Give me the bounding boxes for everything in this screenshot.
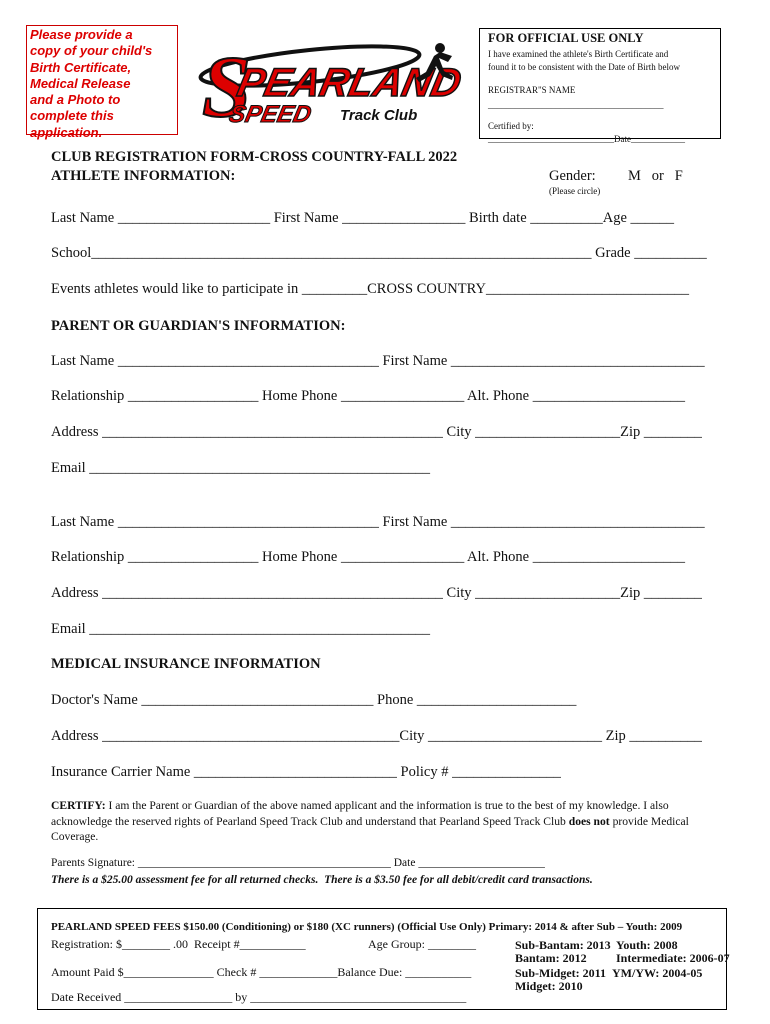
official-title: FOR OFFICIAL USE ONLY xyxy=(488,31,644,45)
parent1-name-row[interactable]: Last Name ____________________________________ First Name ___________________________________ xyxy=(51,353,705,369)
certify-text: I am the Parent or Guardian of the above named applicant and the information is true to the best of my knowledge. I also acknowledge the reserved rights of Pearland Speed Track Club and understand that Pearland Speed Track Club xyxy=(51,799,669,828)
certify-bold: does not xyxy=(568,814,610,828)
doctor-row[interactable]: Doctor's Name ________________________________ Phone ______________________ xyxy=(51,692,577,708)
form-title: CLUB REGISTRATION FORM-CROSS COUNTRY-FALL 2022 xyxy=(51,149,458,165)
medical-address-row[interactable]: Address _________________________________________City ________________________ Zip __________ xyxy=(51,728,702,744)
age-group-sub-midget: Sub-Midget: 2011 xyxy=(515,966,607,980)
note-line: Birth Certificate, xyxy=(30,59,132,75)
note-line: copy of your child's xyxy=(30,43,153,59)
events-row[interactable]: Events athletes would like to participate in _________CROSS COUNTRY____________________________ xyxy=(51,281,689,297)
medical-header: MEDICAL INSURANCE INFORMATION xyxy=(51,656,321,672)
parent1-relationship-row[interactable]: Relationship __________________ Home Phone _________________ Alt. Phone _____________________ xyxy=(51,388,685,404)
note-line: Please provide a xyxy=(30,27,133,42)
official-use-box xyxy=(479,28,721,144)
certify-tail: provide Medical Coverage. xyxy=(51,814,689,843)
registrar-label: REGISTRAR"S NAME xyxy=(488,85,576,95)
certify-statement xyxy=(51,798,721,845)
parent2-name-row[interactable]: Last Name ____________________________________ First Name ___________________________________ xyxy=(51,514,705,530)
official-text-2: found it to be consistent with the Date of Birth below xyxy=(488,61,680,72)
document-instruction-note xyxy=(26,25,178,140)
signature-row[interactable]: Parents Signature: ____________________________________________ Date ______________________ xyxy=(51,857,545,869)
athlete-header: ATHLETE INFORMATION: xyxy=(51,168,236,184)
parent1-email-row[interactable]: Email _______________________________________________ xyxy=(51,460,431,476)
club-logo xyxy=(190,28,470,148)
gender-hint: (Please circle) xyxy=(549,186,601,196)
certified-line[interactable]: ____________________________Date____________ xyxy=(488,133,685,144)
age-group-ym-yw: YM/YW: 2004-05 xyxy=(612,966,703,980)
note-line: Medical Release xyxy=(30,75,131,91)
logo-text-pearland: PEARLAND xyxy=(233,59,466,105)
certified-label: Certified by: xyxy=(488,121,534,131)
school-row[interactable]: School_____________________________________________________________________ Grade __________ xyxy=(51,245,707,261)
certify-label: CERTIFY: xyxy=(51,799,106,812)
note-line: and a Photo to xyxy=(30,92,121,108)
fees-box xyxy=(37,908,730,1010)
note-line: complete this xyxy=(30,108,114,124)
age-group-intermediate: Intermediate: 2006-07 xyxy=(616,951,730,965)
amount-paid-row[interactable]: Amount Paid $_______________ Check # _____________Balance Due: ___________ xyxy=(51,965,472,979)
age-group-midget: Midget: 2010 xyxy=(515,979,583,993)
registration-row[interactable]: Registration: $________ .00 Receipt #___________ xyxy=(51,937,306,951)
logo-text-speed: SPEED xyxy=(226,101,314,128)
gender-options[interactable]: M or F xyxy=(628,168,683,184)
date-received-row[interactable]: Date Received __________________ by ____________________________________ xyxy=(51,990,467,1004)
age-group-row[interactable]: Age Group: ________ xyxy=(368,937,476,951)
official-text-1: I have examined the athlete's Birth Certificate and xyxy=(488,49,669,59)
gender-label: Gender: xyxy=(549,168,596,184)
parent-header: PARENT OR GUARDIAN'S INFORMATION: xyxy=(51,318,346,334)
fee-note: There is a $25.00 assessment fee for all returned checks. There is a $3.50 fee for all debit/credit card transactions. xyxy=(51,874,593,886)
age-group-sub-bantam: Sub-Bantam: 2013 xyxy=(515,938,611,952)
note-line: application. xyxy=(30,124,103,140)
registrar-line[interactable]: _______________________________________ xyxy=(488,99,664,110)
athlete-name-row[interactable]: Last Name _____________________ First Name _________________ Birth date __________Age ______ xyxy=(51,210,675,226)
parent2-email-row[interactable]: Email _______________________________________________ xyxy=(51,621,431,637)
age-group-youth: Youth: 2008 xyxy=(616,938,678,952)
fees-header: PEARLAND SPEED FEES $150.00 (Conditioning) or $180 (XC runners) (Official Use Only) Primary: 2014 & after Sub – Youth: 2009 xyxy=(51,921,683,933)
svg-text:S: S xyxy=(202,39,251,136)
logo-text-track-club: Track Club xyxy=(340,107,418,124)
parent2-relationship-row[interactable]: Relationship __________________ Home Phone _________________ Alt. Phone _____________________ xyxy=(51,549,685,565)
insurance-row[interactable]: Insurance Carrier Name ____________________________ Policy # _______________ xyxy=(51,764,561,780)
parent1-address-row[interactable]: Address _______________________________________________ City ____________________Zip ________ xyxy=(51,424,702,440)
parent2-address-row[interactable]: Address _______________________________________________ City ____________________Zip ________ xyxy=(51,585,702,601)
age-group-bantam: Bantam: 2012 xyxy=(515,951,587,965)
